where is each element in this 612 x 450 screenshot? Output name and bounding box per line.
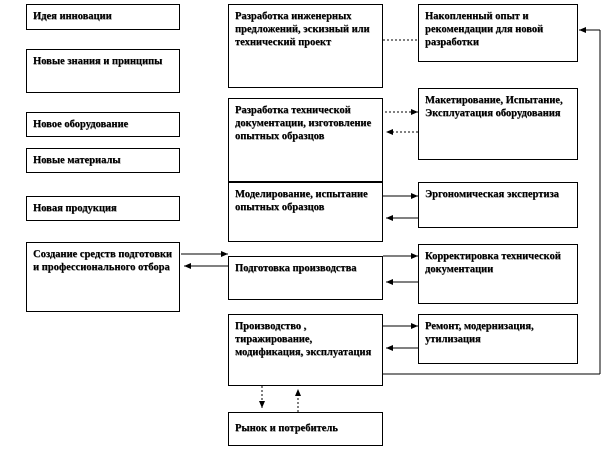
- box-new-products-text: Новая продукция: [33, 203, 117, 214]
- box-training-means-text: Создание средств подготовки и профессионального отбора: [33, 249, 172, 274]
- box-prototyping-text: Макетирование, Испытание, Эксплуатация оборудования: [425, 95, 563, 120]
- box-production-preparation-text: Подготовка производства: [235, 263, 357, 274]
- box-new-products: [26, 196, 180, 221]
- box-documentation-correction: [418, 244, 578, 304]
- box-modeling-text: Моделирование, испытание опытных образцов: [235, 189, 368, 214]
- box-new-materials-text: Новые материалы: [33, 155, 121, 166]
- box-tech-documentation-text: Разработка технической документации, изготовление опытных образцов: [235, 105, 372, 143]
- box-production-text: Производство , тиражирование, модификация, эксплуатация: [235, 321, 372, 359]
- box-production: [228, 314, 383, 386]
- box-new-equipment: [26, 112, 180, 137]
- box-prototyping: [418, 88, 578, 160]
- box-engineering-proposals: [228, 4, 383, 88]
- box-repair-modernization: [418, 314, 578, 364]
- box-new-knowledge: [26, 49, 180, 93]
- box-new-equipment-text: Новое оборудование: [33, 119, 129, 130]
- box-market-consumer-text: Рынок и потребитель: [235, 423, 338, 434]
- box-accumulated-experience: [418, 4, 578, 62]
- box-innovation-idea-text: Идея инновации: [33, 11, 112, 22]
- box-repair-modernization-text: Ремонт, модернизация, утилизация: [425, 321, 534, 346]
- box-ergonomic-expertise: [418, 182, 578, 228]
- box-tech-documentation: [228, 98, 383, 182]
- box-documentation-correction-text: Корректировка технической документации: [425, 251, 561, 276]
- box-production-preparation: [228, 256, 383, 300]
- box-training-means: [26, 242, 180, 312]
- box-engineering-proposals-text: Разработка инженерных предложений, эскизный или технический проект: [235, 11, 370, 49]
- box-innovation-idea: [26, 4, 180, 30]
- box-ergonomic-expertise-text: Эргономическая экспертиза: [425, 189, 559, 200]
- box-new-knowledge-text: Новые знания и принципы: [33, 56, 163, 67]
- box-market-consumer: [228, 412, 383, 446]
- box-modeling: [228, 182, 383, 242]
- box-new-materials: [26, 148, 180, 173]
- box-accumulated-experience-text: Накопленный опыт и рекомендации для новой разработки: [425, 11, 544, 49]
